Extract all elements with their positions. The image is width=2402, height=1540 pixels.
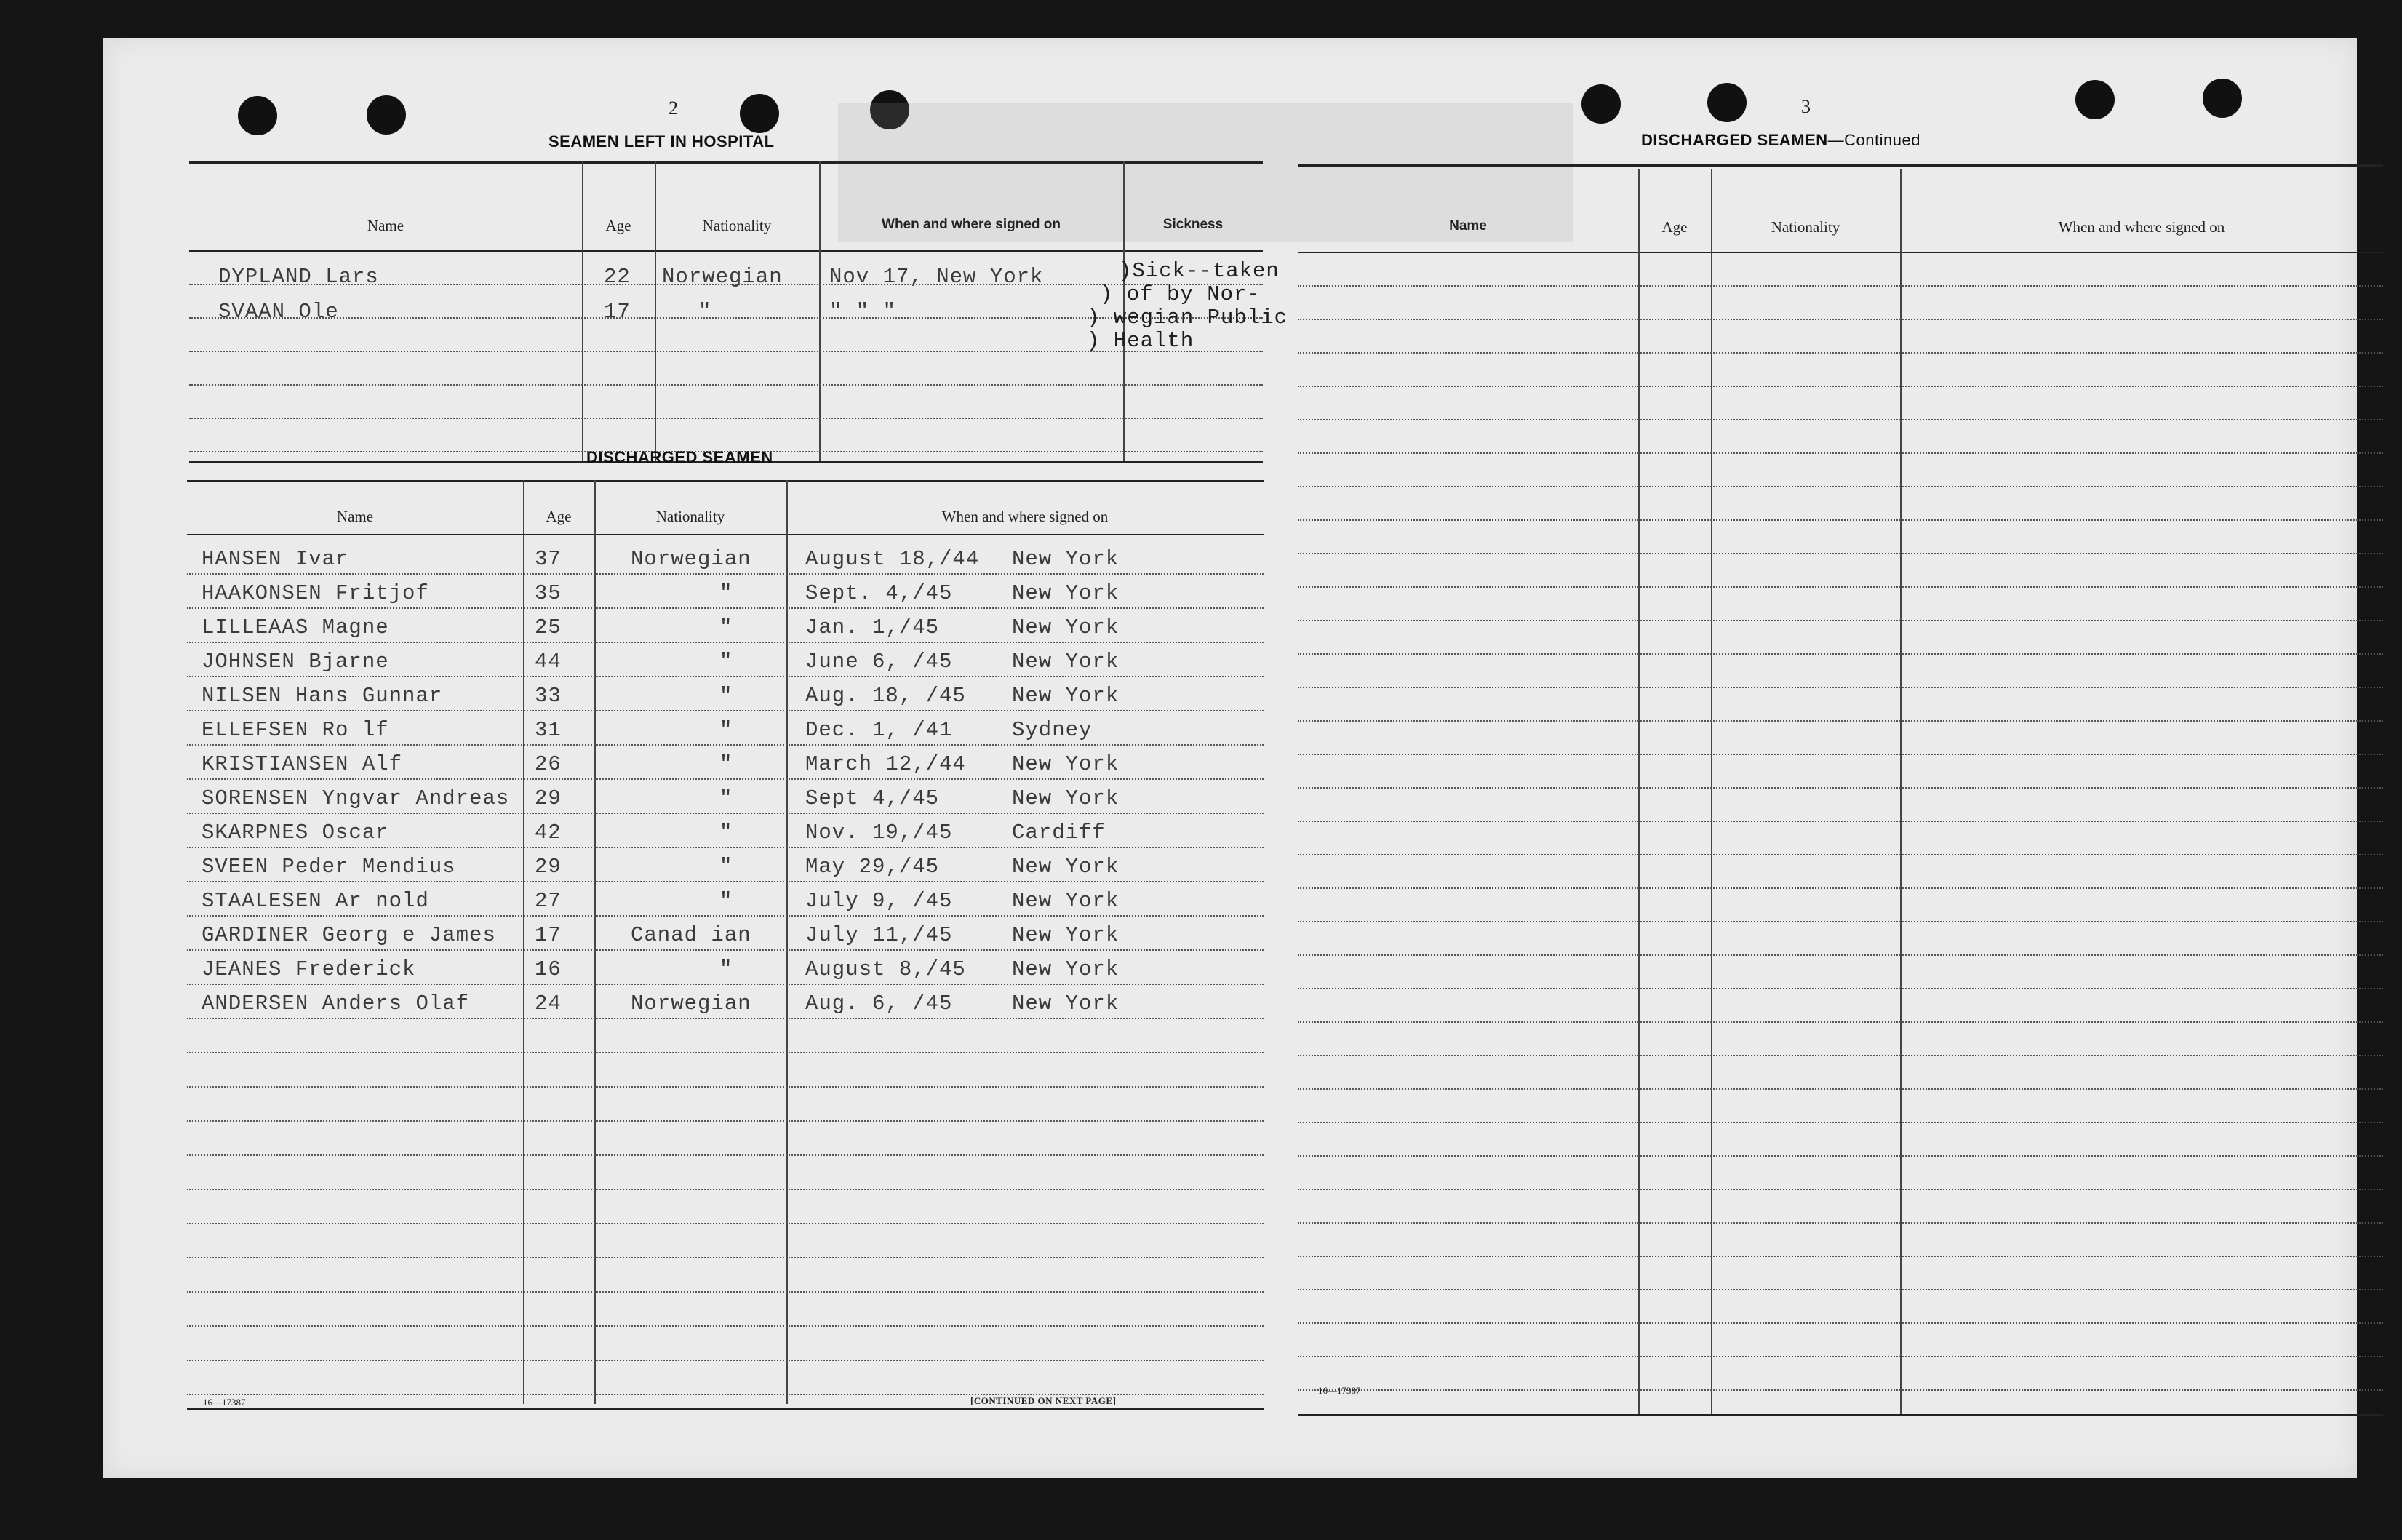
discharged-row-place: New York (1012, 650, 1120, 674)
discharged-row-place: New York (1012, 992, 1120, 1016)
sickness-note-line: )Sick--taken (1119, 259, 1280, 283)
discharged-row-date: Jan. 1,/45 (805, 615, 940, 639)
discharged-row-nationality: " (719, 855, 733, 879)
discharged-row-date: Sept 4,/45 (805, 786, 940, 810)
column-header-signed-on: When and where signed on (941, 508, 1109, 525)
hospital-title: SEAMEN LEFT IN HOSPITAL (548, 132, 775, 151)
column-header-nationality: Nationality (1771, 218, 1840, 236)
discharged-row-nationality: " (719, 684, 733, 708)
hospital-table (189, 161, 1288, 467)
discharged-row-age: 27 (535, 889, 562, 913)
hospital-row-signed-on: " " " (829, 300, 897, 324)
discharged-row-place: New York (1012, 684, 1120, 708)
sickness-note-line: ) of by Nor- (1100, 282, 1261, 306)
discharged-title: DISCHARGED SEAMEN (586, 448, 773, 466)
discharged-row-date: Dec. 1, /41 (805, 718, 953, 742)
column-header-nationality: Nationality (702, 217, 772, 234)
discharged-row-date: Aug. 6, /45 (805, 992, 953, 1016)
discharged-row-date: Nov. 19,/45 (805, 821, 953, 845)
hospital-row-nationality: Norwegian (662, 265, 783, 289)
hospital-row-name: SVAAN Ole (218, 300, 339, 324)
column-header-sickness: Sickness (1162, 217, 1224, 232)
discharged-row-name: ANDERSEN Anders Olaf (202, 992, 470, 1016)
discharged-row-name: JOHNSEN Bjarne (202, 650, 389, 674)
discharged-row-age: 37 (535, 547, 562, 571)
continued-title-main: DISCHARGED SEAMEN (1641, 131, 1828, 149)
column-header-name: Name (336, 508, 374, 525)
discharged-row-nationality: " (719, 889, 733, 913)
document-sheet (103, 38, 2357, 1478)
discharged-row-date: June 6, /45 (805, 650, 953, 674)
hospital-row-name: DYPLAND Lars (218, 265, 379, 289)
punch-hole-icon (2203, 79, 2242, 118)
discharged-row-place: New York (1012, 752, 1120, 776)
hospital-row-signed-on: Nov 17, New York (829, 265, 1044, 289)
discharged-row-name: HANSEN Ivar (202, 547, 349, 571)
punch-hole-icon (367, 95, 406, 135)
discharged-row-name: KRISTIANSEN Alf (202, 752, 403, 776)
discharged-row-place: New York (1012, 615, 1120, 639)
column-header-name: Name (367, 217, 404, 234)
discharged-row-age: 24 (535, 992, 562, 1016)
discharged-row-name: JEANES Frederick (202, 957, 416, 981)
continued-title-suffix: —Continued (1827, 131, 1920, 149)
discharged-row-place: New York (1012, 547, 1120, 571)
discharged-row-nationality: Canad ian (631, 923, 751, 947)
column-header-name: Name (1449, 218, 1487, 234)
discharged-row-name: SKARPNES Oscar (202, 821, 389, 845)
discharged-row-name: ELLEFSEN Ro lf (202, 718, 389, 742)
column-header-age: Age (546, 508, 572, 525)
discharged-row-age: 26 (535, 752, 562, 776)
discharged-row-place: New York (1012, 889, 1120, 913)
punch-hole-icon (2075, 80, 2115, 119)
hospital-row-age: 22 (604, 265, 631, 289)
discharged-row-nationality: " (719, 752, 733, 776)
discharged-row-nationality: " (719, 650, 733, 674)
discharged-row-age: 29 (535, 855, 562, 879)
discharged-row-age: 44 (535, 650, 562, 674)
discharged-row-nationality: " (719, 957, 733, 981)
punch-hole-icon (1581, 84, 1621, 124)
hospital-row-nationality: " (698, 300, 712, 324)
discharged-row-nationality: Norwegian (631, 547, 751, 571)
discharged-row-name: SVEEN Peder Mendius (202, 855, 456, 879)
punch-hole-icon (1707, 83, 1747, 122)
discharged-row-place: New York (1012, 957, 1120, 981)
page-number-right: 3 (1801, 96, 1811, 117)
discharged-row-age: 29 (535, 786, 562, 810)
sickness-note-line: ) wegian Public (1087, 306, 1288, 330)
page-number-left: 2 (669, 97, 678, 119)
discharged-row-name: HAAKONSEN Fritjof (202, 581, 429, 605)
discharged-row-date: August 18,/44 (805, 547, 980, 571)
discharged-row-nationality: " (719, 581, 733, 605)
discharged-row-date: Aug. 18, /45 (805, 684, 966, 708)
discharged-row-place: Cardiff (1012, 821, 1106, 845)
continued-title (1641, 131, 1920, 150)
discharged-row-date: Sept. 4,/45 (805, 581, 953, 605)
discharged-row-date: August 8,/45 (805, 957, 966, 981)
discharged-row-nationality: Norwegian (631, 992, 751, 1016)
discharged-row-nationality: " (719, 821, 733, 845)
discharged-table (187, 480, 1264, 1426)
discharged-row-name: SORENSEN Yngvar Andreas (202, 786, 510, 810)
discharged-row-nationality: " (719, 786, 733, 810)
discharged-row-name: NILSEN Hans Gunnar (202, 684, 443, 708)
column-header-signed-on: When and where signed on (2058, 218, 2225, 236)
discharged-row-age: 17 (535, 923, 562, 947)
discharged-row-age: 25 (535, 615, 562, 639)
discharged-row-nationality: " (719, 718, 733, 742)
discharged-row-date: July 11,/45 (805, 923, 953, 947)
form-number-right: 16—17387 (1318, 1385, 1361, 1396)
discharged-row-name: LILLEAAS Magne (202, 615, 389, 639)
continued-table (1298, 164, 2383, 1423)
discharged-row-age: 31 (535, 718, 562, 742)
discharged-row-date: March 12,/44 (805, 752, 966, 776)
column-header-signed-on: When and where signed on (882, 217, 1061, 232)
discharged-row-age: 16 (535, 957, 562, 981)
discharged-row-place: New York (1012, 581, 1120, 605)
discharged-row-place: New York (1012, 855, 1120, 879)
form-number-left: 16—17387 (203, 1397, 246, 1408)
discharged-row-date: July 9, /45 (805, 889, 953, 913)
column-header-nationality: Nationality (655, 508, 725, 525)
column-header-age: Age (1661, 218, 1688, 236)
column-header-age: Age (605, 217, 631, 234)
discharged-row-place: New York (1012, 786, 1120, 810)
punch-hole-icon (740, 94, 779, 133)
hospital-row-age: 17 (604, 300, 631, 324)
discharged-row-age: 42 (535, 821, 562, 845)
continued-note: [CONTINUED ON NEXT PAGE] (970, 1395, 1117, 1406)
discharged-row-place: New York (1012, 923, 1120, 947)
discharged-row-place: Sydney (1012, 718, 1093, 742)
discharged-row-name: GARDINER Georg e James (202, 923, 496, 947)
discharged-row-name: STAALESEN Ar nold (202, 889, 429, 913)
sickness-note-line: ) Health (1087, 329, 1194, 353)
discharged-row-date: May 29,/45 (805, 855, 940, 879)
discharged-row-age: 33 (535, 684, 562, 708)
discharged-row-nationality: " (719, 615, 733, 639)
punch-hole-icon (238, 96, 277, 135)
discharged-row-age: 35 (535, 581, 562, 605)
